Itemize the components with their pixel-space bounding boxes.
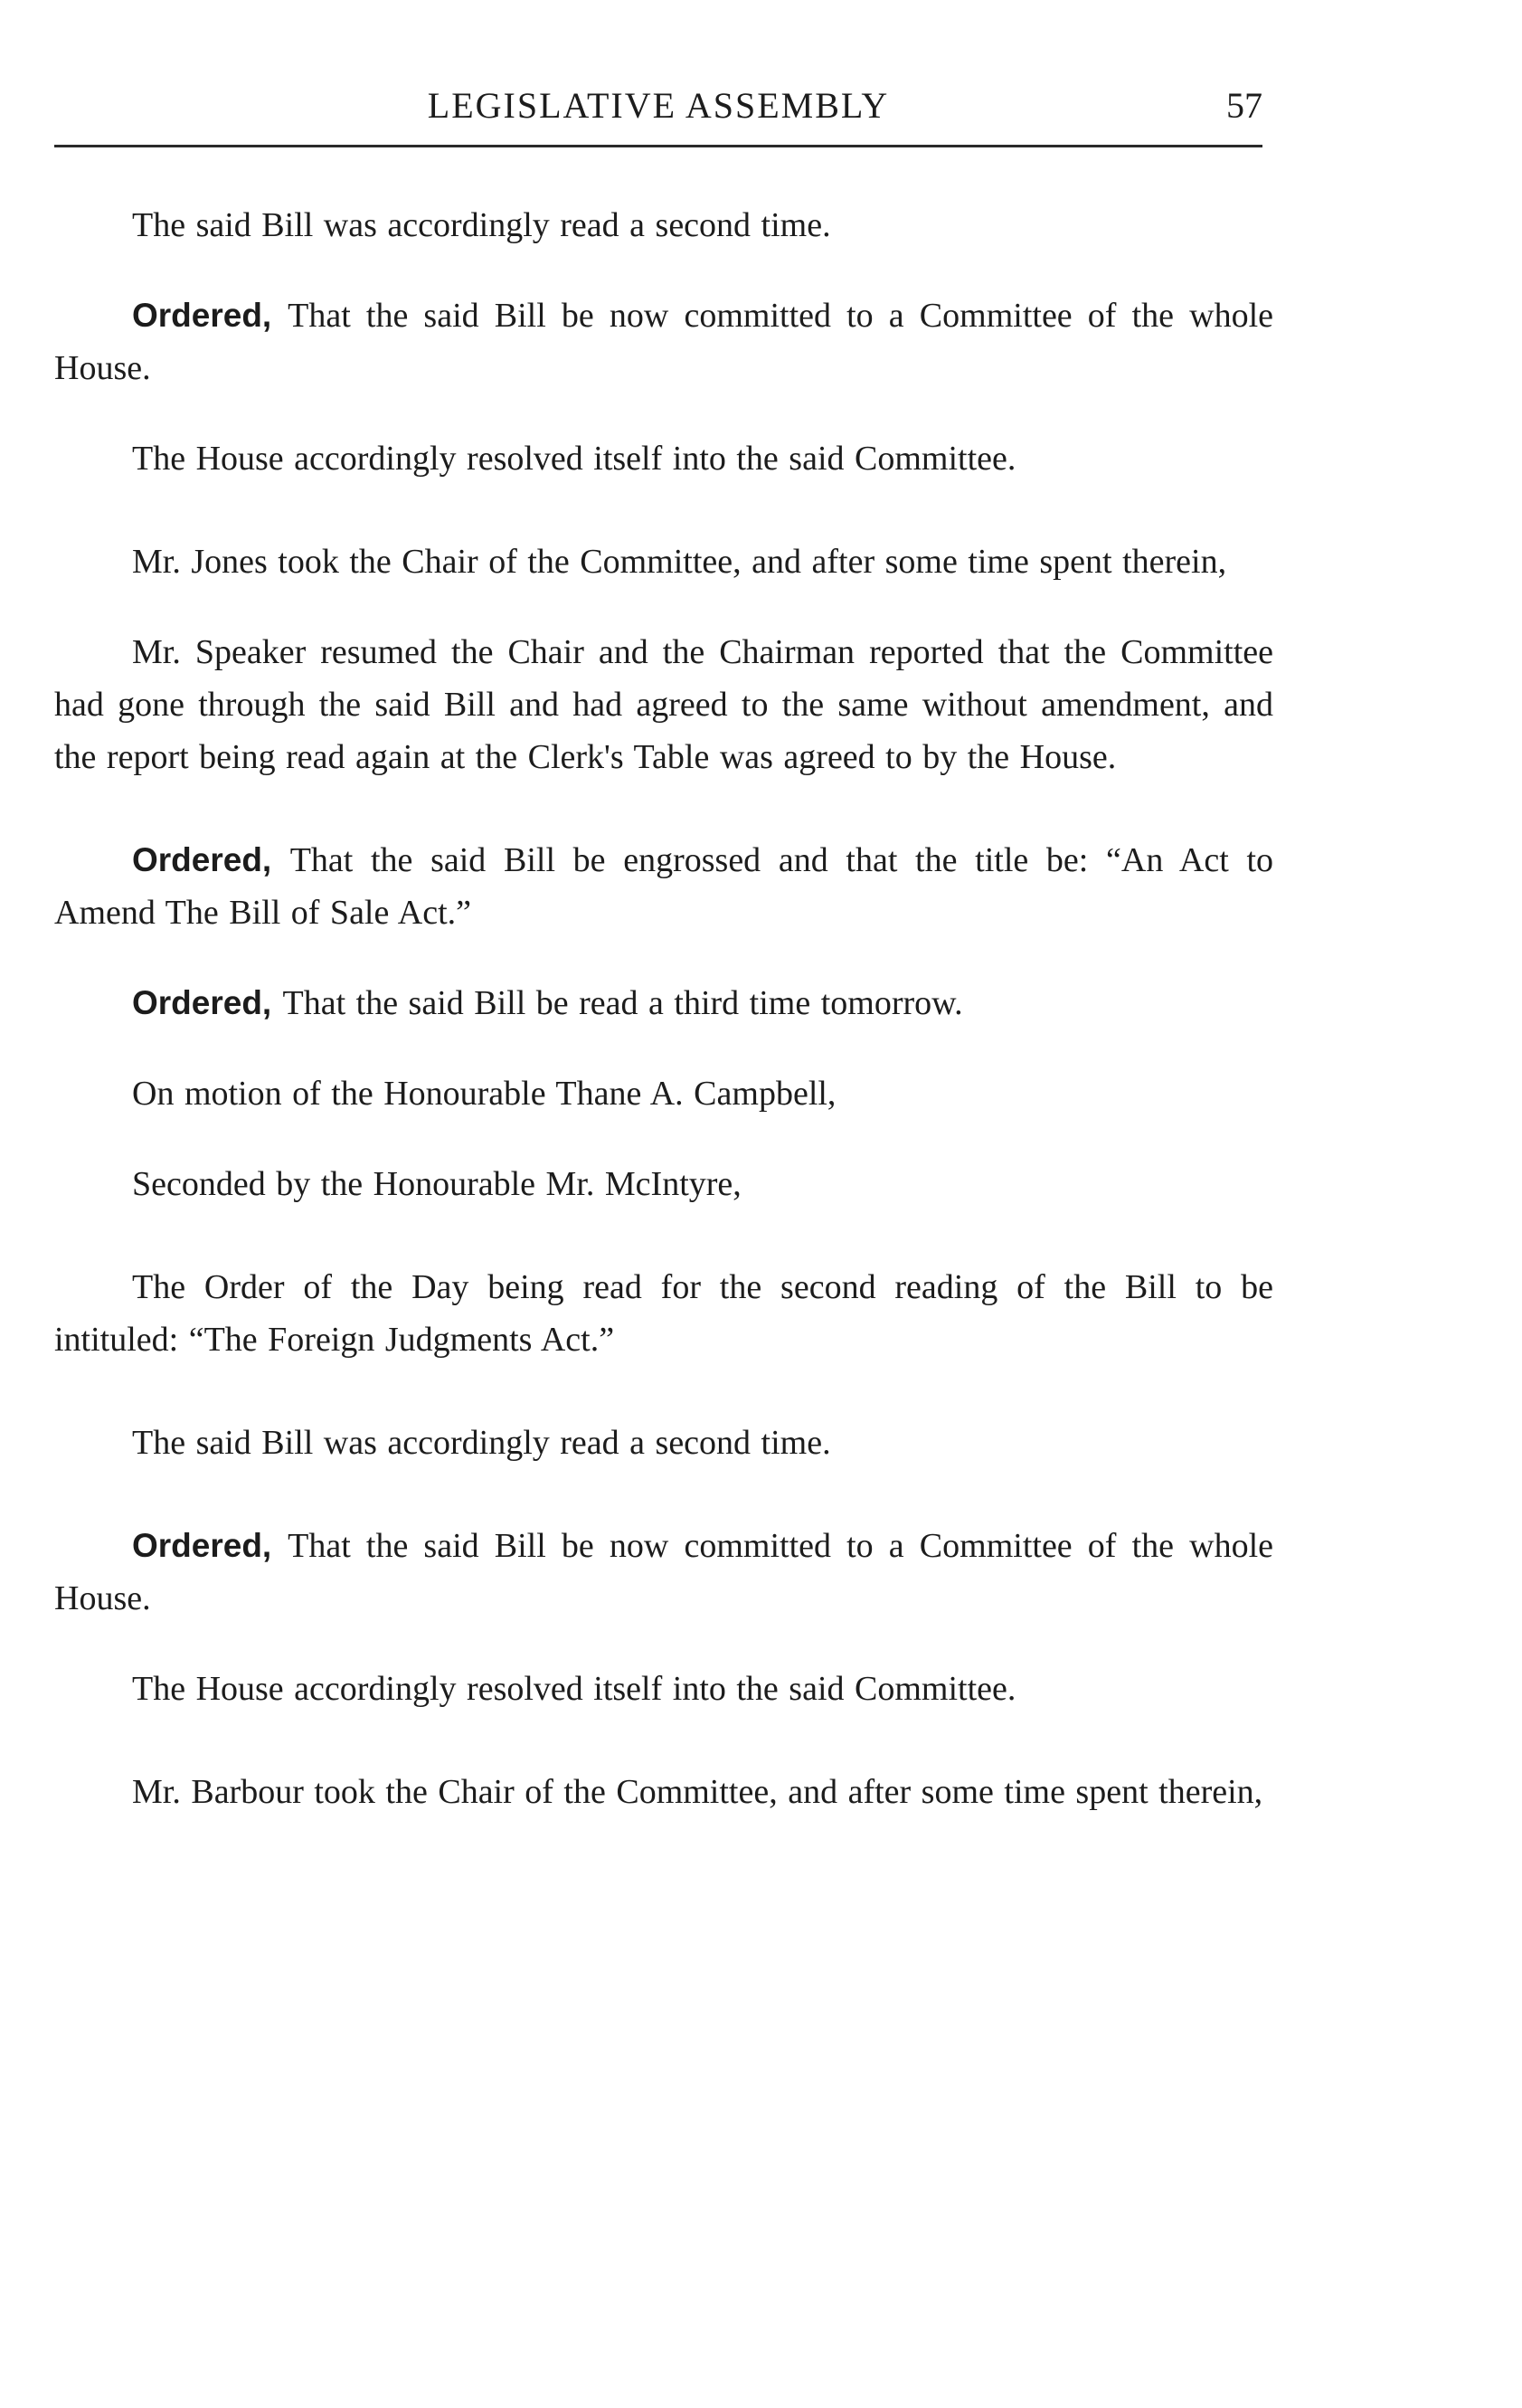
body-text: [54, 199, 1273, 1856]
paragraph-text: The said Bill was accordingly read a second time.: [132, 206, 831, 244]
paragraph-lead: Ordered,: [132, 984, 272, 1021]
paragraph-text: The House accordingly resolved itself into the said Committee.: [132, 1670, 1016, 1708]
paragraph-lead: Ordered,: [132, 297, 272, 334]
page-number: 57: [1226, 85, 1262, 126]
paragraph-ordered-committed: [54, 289, 1273, 394]
paragraph-ordered-third-reading: [54, 977, 1273, 1029]
paragraph-text: Mr. Jones took the Chair of the Committee, and after some time spent therein,: [132, 543, 1227, 581]
paragraph-text: On motion of the Honourable Thane A. Campbell,: [132, 1075, 837, 1113]
paragraph-order-of-day: [54, 1261, 1273, 1366]
running-title: LEGISLATIVE ASSEMBLY: [427, 85, 890, 126]
paragraph-text: The said Bill was accordingly read a second time.: [132, 1424, 831, 1462]
paragraph-house-resolved-2: [54, 1663, 1273, 1715]
paragraph-text: That the said Bill be engrossed and that the title be: “An Act to Amend The Bill of Sale Act.”: [54, 841, 1274, 932]
paragraph-speaker-resumed: [54, 626, 1273, 783]
header-rule: [54, 145, 1262, 147]
paragraph-lead: Ordered,: [132, 841, 272, 878]
paragraph-text: That the said Bill be now committed to a Committee of the whole House.: [54, 297, 1273, 387]
paragraph-text: Seconded by the Honourable Mr. McIntyre,: [132, 1165, 742, 1203]
paragraph-lead: Ordered,: [132, 1527, 272, 1564]
paragraph-second-reading: [54, 199, 1273, 251]
paragraph-second-reading-2: [54, 1417, 1273, 1469]
paragraph-text: That the said Bill be read a third time tomorrow.: [282, 984, 963, 1022]
paragraph-motion: [54, 1067, 1273, 1120]
paragraph-text: Mr. Barbour took the Chair of the Committee, and after some time spent therein,: [132, 1773, 1263, 1811]
paragraph-chair-taken: [54, 536, 1273, 588]
running-header: [54, 83, 1262, 128]
paragraph-chair-taken-2: [54, 1766, 1273, 1818]
paragraph-seconded: [54, 1158, 1273, 1210]
paragraph-text: Mr. Speaker resumed the Chair and the Chairman reported that the Committee had gone through the said Bill and had agreed to the same without amendment, and the report being read again at the Clerk's Table was agreed to by the House.: [54, 633, 1273, 776]
paragraph-ordered-committed-2: [54, 1520, 1273, 1625]
paragraph-ordered-engrossed: [54, 834, 1273, 939]
paragraph-text: That the said Bill be now committed to a Committee of the whole House.: [54, 1527, 1273, 1617]
paragraph-house-resolved: [54, 432, 1273, 485]
paragraph-text: The Order of the Day being read for the second reading of the Bill to be intituled: “The Foreign Judgments Act.”: [54, 1268, 1273, 1359]
paragraph-text: The House accordingly resolved itself into the said Committee.: [132, 440, 1016, 478]
